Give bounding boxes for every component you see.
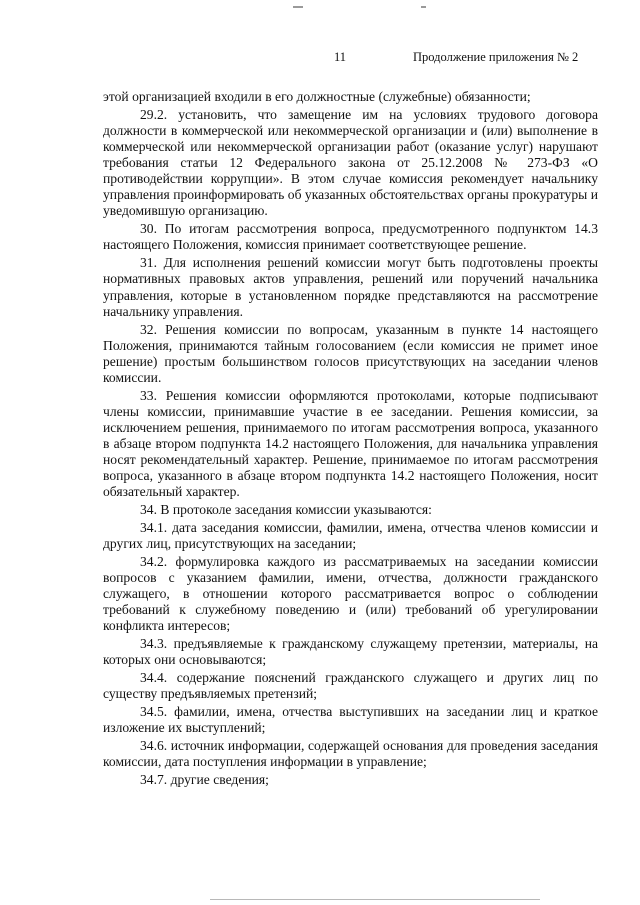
paragraph-31: 31. Для исполнения решений комиссии могут быть подготовлены проекты нормативных правовых актов управления, решений или поручений начальника управления, которые в установленном порядке представляются на рассмотрение начальнику управления. (103, 255, 598, 319)
paragraph-34: 34. В протоколе заседания комиссии указываются: (140, 502, 432, 518)
paragraph-34-5: 34.5. фамилии, имена, отчества выступивших на заседании лиц и краткое изложение их выступлений; (103, 704, 598, 736)
paragraph-30: 30. По итогам рассмотрения вопроса, предусмотренного подпунктом 14.3 настоящего Положения, комиссия принимает соответствующее решение. (103, 221, 598, 253)
paragraph-32: 32. Решения комиссии по вопросам, указанным в пункте 14 настоящего Положения, принимаются тайным голосованием (если комиссия не примет иное решение) простым большинством голосов присутствующих на заседании членов комиссии. (103, 321, 598, 385)
scan-artifact-mark (293, 6, 303, 8)
paragraph-34-3: 34.3. предъявляемые к гражданскому служащему претензии, материалы, на которых они основываются; (103, 636, 598, 668)
paragraph-34-1: 34.1. дата заседания комиссии, фамилии, имена, отчества членов комиссии и других лиц, присутствующих на заседании; (103, 520, 598, 552)
paragraph-34-7: 34.7. другие сведения; (140, 772, 269, 788)
paragraph-29-2: 29.2. установить, что замещение им на условиях трудового договора должности в коммерческой или некоммерческой организации и (или) выполнение в коммерческой или некоммерческой организации работ (оказание услуг) нарушают требования статьи 12 Федерального закона от 25.12.2008 № 273-ФЗ «О противодействии коррупции». В этом случае комиссия рекомендует начальнику управления проинформировать об указанных обстоятельствах органы прокуратуры и уведомившую организацию. (103, 106, 598, 219)
page-header (0, 50, 640, 70)
document-body (103, 89, 598, 790)
paragraph-34-2: 34.2. формулировка каждого из рассматриваемых на заседании комиссии вопросов с указанием фамилии, имени, отчества, должности гражданского служащего, в отношении которого рассматривается вопрос о соблюдении требований к служебному поведению и (или) требований об урегулировании конфликта интересов; (103, 554, 598, 634)
page-number: 11 (334, 50, 347, 64)
paragraph-continuation: этой организацией входили в его должностные (служебные) обязанности; (103, 89, 531, 104)
paragraph-33: 33. Решения комиссии оформляются протоколами, которые подписывают члены комиссии, принимавшие участие в ее заседании. Решения комиссии, за исключением решения, принимаемого по итогам рассмотрения вопроса, указанного в абзаце втором подпункта 14.2 настоящего Положения, для начальника управления носят рекомендательный характер. Решение, принимаемое по итогам рассмотрения вопроса, указанного в абзаце втором подпункта 14.2 настоящего Положения, носит обязательный характер. (103, 387, 598, 500)
scan-artifact-mark (421, 6, 426, 8)
paragraph-34-6: 34.6. источник информации, содержащей основания для проведения заседания комиссии, дата поступления информации в управление; (103, 738, 598, 770)
paragraph-34-4: 34.4. содержание пояснений гражданского служащего и других лиц по существу предъявляемых претензий; (103, 670, 598, 702)
scan-bottom-edge (210, 899, 540, 900)
appendix-continuation-label: Продолжение приложения № 2 (413, 50, 579, 64)
